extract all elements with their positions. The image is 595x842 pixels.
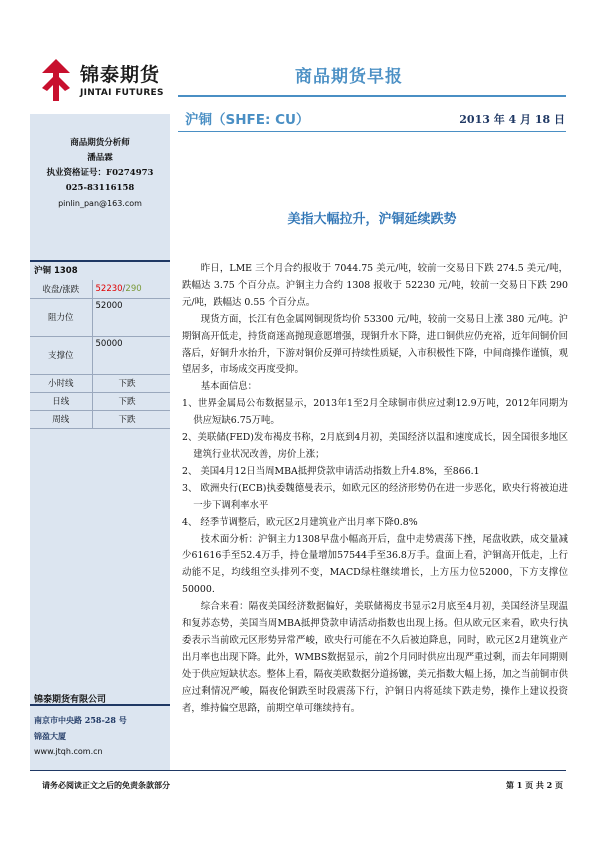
close-price: 52230 — [95, 283, 123, 294]
sidebar-divider — [30, 260, 170, 262]
paragraph-market: 昨日，LME 三个月合约报收于 7044.75 美元/吨，较前一交易日下跌 274.5 美元/吨，跌幅达 3.75 个百分点。沪铜主力合约 1308 报收于 52230 元/吨，较前一交易日下跌 290 元/吨，跌幅达 0.55 个百分点。 — [182, 263, 568, 308]
table-row — [30, 336, 170, 374]
report-date: 2013 年 4 月 18 日 — [459, 113, 565, 126]
company-website[interactable]: www.jtqh.com.cn — [34, 747, 103, 756]
support-value: 50000 — [92, 336, 170, 374]
table-row — [30, 280, 170, 298]
logo-chinese-name: 锦泰期货 — [80, 64, 161, 86]
table-row — [30, 374, 170, 392]
analyst-phone: 025-83116158 — [65, 183, 135, 193]
row-label: 日线 — [30, 392, 92, 410]
resistance-value: 52000 — [92, 298, 170, 336]
page-number: 第 1 页 共 2 页 — [505, 780, 563, 790]
row-label: 支撑位 — [30, 336, 92, 374]
technical-table — [30, 280, 170, 429]
weekly-trend: 下跌 — [92, 410, 170, 428]
header-divider-top — [178, 95, 566, 97]
paragraph-technical: 技术面分析：沪铜主力1308早盘小幅高开后，盘中走势震荡下挫，尾盘收跌，成交量减少61616手至52.4万手，持仓量增加57544手至36.8万手。盘面上看，沪铜高开低走，上行动能不足，均线组空头排列不变，MACD绿柱继续增长，上方压力位52000，下方支撑位50000. — [182, 533, 568, 596]
company-address: 南京市中央路 258-28 号 — [34, 715, 127, 725]
analyst-title: 商品期货分析师 — [70, 138, 130, 148]
price-separator: / — [122, 283, 126, 294]
company-building: 锦盈大厦 — [34, 731, 66, 741]
sidebar — [30, 114, 170, 770]
paragraph-fundamentals-heading: 基本面信息： — [200, 381, 258, 393]
table-row — [30, 298, 170, 336]
footer-disclaimer: 请务必阅读正文之后的免责条款部分 — [42, 780, 170, 790]
list-item: 2、美联储(FED)发布褐皮书称，2月底到4月初，美国经济以温和速度成长，因全国很多地区建筑行业状况改善，房价上涨； — [182, 432, 568, 460]
hourly-trend: 下跌 — [92, 374, 170, 392]
table-row — [30, 392, 170, 410]
list-item: 4、 经季节调整后，欧元区2月建筑业产出月率下降0.8% — [182, 516, 418, 528]
paragraph-spot: 现货方面，长江有色金属网铜现货均价 53300 元/吨，较前一交易日上涨 380 元/吨。沪期铜高开低走，持货商迷高抛现意愿增强，现铜升水下降，进口铜供应仍充裕，近年间铜价回落后，好铜升水抬升，下游对铜价反弹可持续性质疑，入市积极性下降，中间商操作谨慎，观望居多，市场成交再度受抑。 — [182, 313, 568, 376]
analyst-email[interactable]: pinlin_pan@163.com — [58, 199, 142, 208]
list-item: 2、 美国4月12日当周MBA抵押贷款申请活动指数上升4.8%，至866.1 — [182, 465, 480, 477]
contract-name: 沪铜 1308 — [34, 266, 78, 276]
list-item: 3、 欧洲央行(ECB)执委魏德曼表示，如欧元区的经济形势仍在进一步恶化，欧央行将被迫进一步下调利率水平 — [182, 482, 568, 511]
analyst-info — [30, 136, 170, 211]
price-change: 290 — [125, 283, 142, 294]
footer-divider — [30, 770, 566, 771]
close-change-value — [92, 280, 170, 298]
article-headline: 美指大幅拉升，沪铜延续跌势 — [287, 212, 457, 227]
product-title: 沪铜（SHFE: CU） — [185, 112, 310, 128]
row-label: 阻力位 — [30, 298, 92, 336]
row-label: 周线 — [30, 410, 92, 428]
header-divider-bottom — [178, 131, 566, 132]
list-item: 1、世界金属局公布数据显示，2013年1至2月全球铜市供应过剩12.9万吨，2012年同期为供应短缺6.75万吨。 — [182, 398, 568, 427]
table-row — [30, 410, 170, 428]
logo-english-name: JINTAI FUTURES — [80, 88, 164, 98]
row-label: 小时线 — [30, 374, 92, 392]
analyst-name: 潘品霖 — [87, 153, 113, 163]
paragraph-summary: 综合来看：隔夜美国经济数据偏好，美联储褐皮书显示2月底至4月初，美国经济呈现温和复苏态势，美国当周MBA抵押贷款申请活动指数也出现上扬。但从欧元区来看，欧央行执委表示当前欧元区形势异常严峻，欧央行可能在不久后被迫降息，同时，欧元区2月建筑业产出月率也出现下降。此外，WMBS数据显示，前2个月同时供应出现严重过剩，而去年同期则处于供应短缺状态。整体上看，隔夜美欧数据分道扬镳，美元指数大幅上扬，加之当前铜市供应过剩情况严峻，隔夜伦铜跌至时段震荡下行，沪铜日内将延续下跌走势，操作上建议投资者，维持偏空思路，前期空单可继续持有。 — [182, 601, 568, 714]
company-logo — [38, 58, 168, 108]
article-body — [182, 261, 568, 717]
jintai-logo-icon — [38, 58, 74, 102]
row-label: 收盘/涨跌 — [30, 280, 92, 298]
company-name: 锦泰期货有限公司 — [34, 695, 107, 705]
analyst-license: 执业资格证号：F0274973 — [46, 168, 154, 178]
report-type-title: 商品期货早报 — [295, 67, 403, 87]
daily-trend: 下跌 — [92, 392, 170, 410]
